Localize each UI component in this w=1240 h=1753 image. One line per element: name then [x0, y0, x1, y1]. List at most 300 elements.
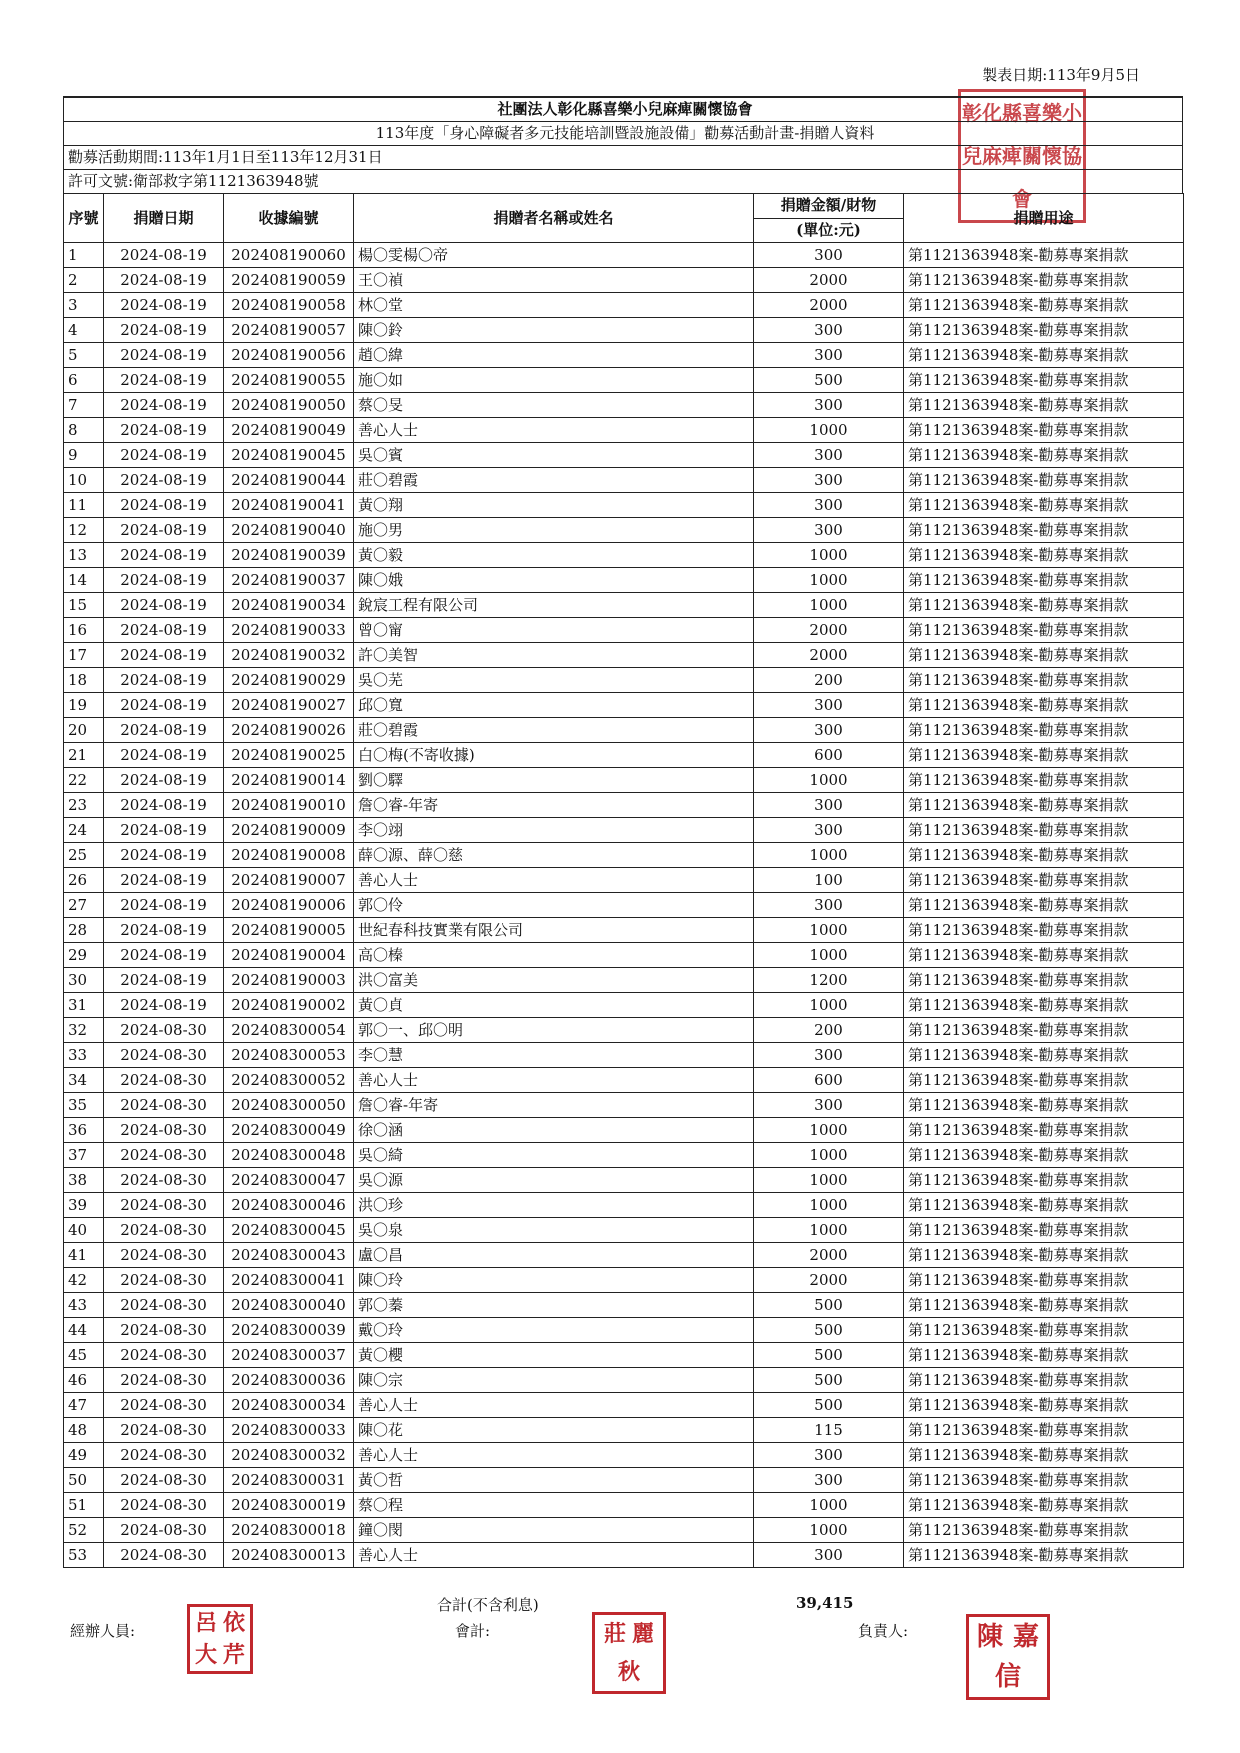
- table-row: [64, 918, 1184, 943]
- row-use: 第1121363948案-勸募專案捐款: [904, 1493, 1184, 1518]
- row-date: 2024-08-19: [104, 793, 224, 818]
- table-row: [64, 318, 1184, 343]
- table-row: [64, 243, 1184, 268]
- seal-character: 會: [1012, 186, 1032, 211]
- manager-seal: [966, 1614, 1050, 1700]
- row-amount: 1000: [754, 768, 904, 793]
- row-receipt: 202408190037: [224, 568, 354, 593]
- row-name: 白〇梅(不寄收據): [354, 743, 754, 768]
- accountant-label: 會計:: [455, 1622, 491, 1640]
- table-row: [64, 643, 1184, 668]
- col-amount-header: 捐贈金額/財物: [754, 194, 904, 219]
- row-name: 薛〇源、薛〇慈: [354, 843, 754, 868]
- row-amount: 300: [754, 393, 904, 418]
- row-no: 3: [64, 293, 104, 318]
- row-use: 第1121363948案-勸募專案捐款: [904, 568, 1184, 593]
- row-name: 吳〇綺: [354, 1143, 754, 1168]
- table-row: [64, 793, 1184, 818]
- table-row: [64, 768, 1184, 793]
- row-date: 2024-08-30: [104, 1543, 224, 1568]
- row-date: 2024-08-30: [104, 1268, 224, 1293]
- row-name: 黃〇翔: [354, 493, 754, 518]
- seal-character: 麻: [982, 143, 1002, 168]
- row-date: 2024-08-19: [104, 993, 224, 1018]
- row-date: 2024-08-19: [104, 843, 224, 868]
- row-no: 29: [64, 943, 104, 968]
- row-name: 吳〇賓: [354, 443, 754, 468]
- row-receipt: 202408190006: [224, 893, 354, 918]
- row-date: 2024-08-19: [104, 243, 224, 268]
- row-receipt: 202408190003: [224, 968, 354, 993]
- row-receipt: 202408300050: [224, 1093, 354, 1118]
- row-receipt: 202408190026: [224, 718, 354, 743]
- campaign-period: 勸募活動期間:113年1月1日至113年12月31日: [63, 145, 1183, 169]
- seal-character: 痺: [1002, 143, 1022, 168]
- row-amount: 1000: [754, 943, 904, 968]
- row-name: 林〇堂: [354, 293, 754, 318]
- table-row: [64, 368, 1184, 393]
- row-use: 第1121363948案-勸募專案捐款: [904, 393, 1184, 418]
- seal-character: 關: [1022, 143, 1042, 168]
- row-name: 戴〇玲: [354, 1318, 754, 1343]
- table-row: [64, 693, 1184, 718]
- table-row: [64, 468, 1184, 493]
- row-name: 施〇男: [354, 518, 754, 543]
- row-amount: 1000: [754, 1118, 904, 1143]
- row-date: 2024-08-19: [104, 768, 224, 793]
- row-no: 8: [64, 418, 104, 443]
- row-name: 郭〇一、邱〇明: [354, 1018, 754, 1043]
- row-use: 第1121363948案-勸募專案捐款: [904, 993, 1184, 1018]
- row-no: 4: [64, 318, 104, 343]
- row-date: 2024-08-19: [104, 643, 224, 668]
- row-use: 第1121363948案-勸募專案捐款: [904, 693, 1184, 718]
- row-name: 李〇翊: [354, 818, 754, 843]
- row-no: 51: [64, 1493, 104, 1518]
- row-name: 洪〇富美: [354, 968, 754, 993]
- row-amount: 500: [754, 368, 904, 393]
- row-no: 45: [64, 1343, 104, 1368]
- seal-character: 莊: [603, 1621, 626, 1647]
- row-receipt: 202408300018: [224, 1518, 354, 1543]
- row-no: 34: [64, 1068, 104, 1093]
- table-row: [64, 593, 1184, 618]
- row-no: 43: [64, 1293, 104, 1318]
- row-amount: 1000: [754, 593, 904, 618]
- row-date: 2024-08-19: [104, 668, 224, 693]
- row-date: 2024-08-19: [104, 618, 224, 643]
- row-name: 陳〇玲: [354, 1268, 754, 1293]
- row-amount: 300: [754, 693, 904, 718]
- donor-report: [63, 96, 1183, 1568]
- row-use: 第1121363948案-勸募專案捐款: [904, 843, 1184, 868]
- row-receipt: 202408300053: [224, 1043, 354, 1068]
- table-row: [64, 743, 1184, 768]
- table-row: [64, 1393, 1184, 1418]
- table-row: [64, 943, 1184, 968]
- seal-character: 依: [222, 1610, 245, 1636]
- table-row: [64, 268, 1184, 293]
- row-name: 盧〇昌: [354, 1243, 754, 1268]
- row-use: 第1121363948案-勸募專案捐款: [904, 1368, 1184, 1393]
- row-amount: 2000: [754, 293, 904, 318]
- row-amount: 100: [754, 868, 904, 893]
- row-amount: 300: [754, 1443, 904, 1468]
- row-use: 第1121363948案-勸募專案捐款: [904, 1168, 1184, 1193]
- row-receipt: 202408300034: [224, 1393, 354, 1418]
- row-amount: 600: [754, 1068, 904, 1093]
- row-use: 第1121363948案-勸募專案捐款: [904, 943, 1184, 968]
- row-receipt: 202408190055: [224, 368, 354, 393]
- row-amount: 1000: [754, 843, 904, 868]
- row-name: 楊〇雯楊〇帝: [354, 243, 754, 268]
- row-name: 吳〇源: [354, 1168, 754, 1193]
- row-amount: 300: [754, 1043, 904, 1068]
- table-row: [64, 843, 1184, 868]
- row-name: 郭〇蓁: [354, 1293, 754, 1318]
- table-row: [64, 618, 1184, 643]
- row-amount: 1200: [754, 968, 904, 993]
- row-amount: 300: [754, 493, 904, 518]
- seal-character: 縣: [1002, 101, 1022, 126]
- row-date: 2024-08-30: [104, 1068, 224, 1093]
- table-row: [64, 493, 1184, 518]
- table-row: [64, 1143, 1184, 1168]
- row-date: 2024-08-19: [104, 443, 224, 468]
- row-use: 第1121363948案-勸募專案捐款: [904, 493, 1184, 518]
- row-amount: 300: [754, 1543, 904, 1568]
- row-receipt: 202408190029: [224, 668, 354, 693]
- row-use: 第1121363948案-勸募專案捐款: [904, 1318, 1184, 1343]
- row-date: 2024-08-19: [104, 393, 224, 418]
- row-amount: 1000: [754, 418, 904, 443]
- row-date: 2024-08-30: [104, 1168, 224, 1193]
- row-no: 7: [64, 393, 104, 418]
- row-use: 第1121363948案-勸募專案捐款: [904, 1518, 1184, 1543]
- table-row: [64, 568, 1184, 593]
- row-name: 詹〇睿-年寄: [354, 793, 754, 818]
- row-date: 2024-08-19: [104, 593, 224, 618]
- row-name: 曾〇甯: [354, 618, 754, 643]
- row-date: 2024-08-19: [104, 693, 224, 718]
- manager-label: 負責人:: [858, 1622, 909, 1640]
- org-title: 社團法人彰化縣喜樂小兒麻痺關懷協會: [63, 96, 1183, 121]
- row-date: 2024-08-19: [104, 818, 224, 843]
- seal-character: 懷: [1042, 143, 1062, 168]
- row-amount: 300: [754, 343, 904, 368]
- table-row: [64, 1318, 1184, 1343]
- row-name: 邱〇寬: [354, 693, 754, 718]
- row-name: 吳〇泉: [354, 1218, 754, 1243]
- row-receipt: 202408190010: [224, 793, 354, 818]
- row-no: 49: [64, 1443, 104, 1468]
- row-name: 黃〇毅: [354, 543, 754, 568]
- row-name: 陳〇宗: [354, 1368, 754, 1393]
- row-receipt: 202408190032: [224, 643, 354, 668]
- table-header-row: [64, 194, 1184, 219]
- row-use: 第1121363948案-勸募專案捐款: [904, 1143, 1184, 1168]
- row-no: 36: [64, 1118, 104, 1143]
- row-name: 蔡〇旻: [354, 393, 754, 418]
- row-name: 善心人士: [354, 1443, 754, 1468]
- row-no: 28: [64, 918, 104, 943]
- row-date: 2024-08-19: [104, 293, 224, 318]
- row-no: 6: [64, 368, 104, 393]
- row-no: 10: [64, 468, 104, 493]
- row-no: 33: [64, 1043, 104, 1068]
- row-receipt: 202408190040: [224, 518, 354, 543]
- row-name: 高〇榛: [354, 943, 754, 968]
- row-name: 李〇慧: [354, 1043, 754, 1068]
- row-date: 2024-08-19: [104, 518, 224, 543]
- row-no: 21: [64, 743, 104, 768]
- row-name: 鐘〇閔: [354, 1518, 754, 1543]
- row-amount: 500: [754, 1393, 904, 1418]
- row-no: 30: [64, 968, 104, 993]
- row-name: 劉〇驛: [354, 768, 754, 793]
- seal-character: 彰: [962, 101, 982, 126]
- row-no: 20: [64, 718, 104, 743]
- row-amount: 300: [754, 318, 904, 343]
- row-amount: 300: [754, 1093, 904, 1118]
- row-name: 吳〇芜: [354, 668, 754, 693]
- table-row: [64, 443, 1184, 468]
- row-use: 第1121363948案-勸募專案捐款: [904, 1018, 1184, 1043]
- row-amount: 500: [754, 1368, 904, 1393]
- row-amount: 300: [754, 718, 904, 743]
- row-amount: 600: [754, 743, 904, 768]
- row-no: 22: [64, 768, 104, 793]
- permit-number: 許可文號:衛部救字第1121363948號: [63, 169, 1183, 193]
- row-receipt: 202408300049: [224, 1118, 354, 1143]
- row-no: 5: [64, 343, 104, 368]
- row-no: 40: [64, 1218, 104, 1243]
- row-no: 11: [64, 493, 104, 518]
- table-row: [64, 1068, 1184, 1093]
- row-receipt: 202408190002: [224, 993, 354, 1018]
- row-receipt: 202408300037: [224, 1343, 354, 1368]
- col-receipt-header: 收據編號: [224, 194, 354, 243]
- row-receipt: 202408300043: [224, 1243, 354, 1268]
- row-receipt: 202408190025: [224, 743, 354, 768]
- seal-character: 化: [982, 101, 1002, 126]
- total-label: 合計(不含利息): [437, 1596, 539, 1614]
- row-name: 蔡〇程: [354, 1493, 754, 1518]
- handler-label: 經辦人員:: [70, 1622, 136, 1640]
- row-use: 第1121363948案-勸募專案捐款: [904, 1343, 1184, 1368]
- row-name: 黃〇哲: [354, 1468, 754, 1493]
- row-use: 第1121363948案-勸募專案捐款: [904, 343, 1184, 368]
- row-date: 2024-08-30: [104, 1368, 224, 1393]
- row-use: 第1121363948案-勸募專案捐款: [904, 668, 1184, 693]
- table-row: [64, 1018, 1184, 1043]
- row-name: 世紀春科技實業有限公司: [354, 918, 754, 943]
- row-no: 35: [64, 1093, 104, 1118]
- row-no: 31: [64, 993, 104, 1018]
- handler-seal: [187, 1604, 253, 1674]
- table-row: [64, 1493, 1184, 1518]
- row-receipt: 202408190059: [224, 268, 354, 293]
- row-amount: 300: [754, 818, 904, 843]
- row-date: 2024-08-19: [104, 918, 224, 943]
- row-name: 善心人士: [354, 868, 754, 893]
- row-date: 2024-08-19: [104, 343, 224, 368]
- row-no: 44: [64, 1318, 104, 1343]
- row-date: 2024-08-19: [104, 868, 224, 893]
- row-receipt: 202408190049: [224, 418, 354, 443]
- table-row: [64, 1443, 1184, 1468]
- row-use: 第1121363948案-勸募專案捐款: [904, 1443, 1184, 1468]
- row-use: 第1121363948案-勸募專案捐款: [904, 968, 1184, 993]
- row-amount: 500: [754, 1318, 904, 1343]
- table-row: [64, 518, 1184, 543]
- table-row: [64, 968, 1184, 993]
- row-use: 第1121363948案-勸募專案捐款: [904, 1243, 1184, 1268]
- row-no: 37: [64, 1143, 104, 1168]
- row-date: 2024-08-19: [104, 543, 224, 568]
- row-receipt: 202408190050: [224, 393, 354, 418]
- seal-character: 喜: [1022, 101, 1042, 126]
- row-date: 2024-08-30: [104, 1043, 224, 1068]
- row-use: 第1121363948案-勸募專案捐款: [904, 243, 1184, 268]
- row-amount: 300: [754, 1468, 904, 1493]
- row-date: 2024-08-30: [104, 1118, 224, 1143]
- row-receipt: 202408190008: [224, 843, 354, 868]
- row-name: 善心人士: [354, 418, 754, 443]
- row-use: 第1121363948案-勸募專案捐款: [904, 1068, 1184, 1093]
- col-no-header: 序號: [64, 194, 104, 243]
- row-receipt: 202408300045: [224, 1218, 354, 1243]
- project-title: 113年度「身心障礙者多元技能培訓暨設施設備」勸募活動計畫-捐贈人資料: [63, 121, 1183, 145]
- row-name: 莊〇碧霞: [354, 718, 754, 743]
- row-receipt: 202408190033: [224, 618, 354, 643]
- row-amount: 300: [754, 518, 904, 543]
- row-use: 第1121363948案-勸募專案捐款: [904, 768, 1184, 793]
- table-row: [64, 818, 1184, 843]
- table-row: [64, 1168, 1184, 1193]
- row-receipt: 202408190007: [224, 868, 354, 893]
- row-name: 善心人士: [354, 1543, 754, 1568]
- row-amount: 300: [754, 468, 904, 493]
- row-date: 2024-08-30: [104, 1343, 224, 1368]
- row-date: 2024-08-19: [104, 493, 224, 518]
- table-row: [64, 1093, 1184, 1118]
- seal-character: 協: [1062, 143, 1082, 168]
- row-name: 許〇美智: [354, 643, 754, 668]
- row-receipt: 202408300054: [224, 1018, 354, 1043]
- row-use: 第1121363948案-勸募專案捐款: [904, 518, 1184, 543]
- row-no: 17: [64, 643, 104, 668]
- row-date: 2024-08-19: [104, 893, 224, 918]
- table-row: [64, 1343, 1184, 1368]
- row-use: 第1121363948案-勸募專案捐款: [904, 868, 1184, 893]
- row-date: 2024-08-19: [104, 943, 224, 968]
- row-no: 24: [64, 818, 104, 843]
- row-receipt: 202408300047: [224, 1168, 354, 1193]
- row-name: 莊〇碧霞: [354, 468, 754, 493]
- row-use: 第1121363948案-勸募專案捐款: [904, 1118, 1184, 1143]
- row-no: 52: [64, 1518, 104, 1543]
- row-date: 2024-08-19: [104, 743, 224, 768]
- row-date: 2024-08-30: [104, 1418, 224, 1443]
- row-amount: 200: [754, 1018, 904, 1043]
- row-receipt: 202408190045: [224, 443, 354, 468]
- row-date: 2024-08-30: [104, 1518, 224, 1543]
- seal-character: 陳: [976, 1622, 1003, 1652]
- row-no: 50: [64, 1468, 104, 1493]
- row-amount: 1000: [754, 1193, 904, 1218]
- row-date: 2024-08-30: [104, 1243, 224, 1268]
- donor-table-body: [64, 243, 1184, 1568]
- table-row: [64, 393, 1184, 418]
- seal-character: 兒: [962, 143, 982, 168]
- row-no: 42: [64, 1268, 104, 1293]
- row-amount: 1000: [754, 1143, 904, 1168]
- col-amount-unit: (單位:元): [754, 218, 904, 243]
- row-amount: 2000: [754, 643, 904, 668]
- row-receipt: 202408190056: [224, 343, 354, 368]
- row-name: 善心人士: [354, 1393, 754, 1418]
- row-date: 2024-08-30: [104, 1468, 224, 1493]
- row-receipt: 202408190041: [224, 493, 354, 518]
- row-receipt: 202408300048: [224, 1143, 354, 1168]
- row-no: 47: [64, 1393, 104, 1418]
- row-no: 1: [64, 243, 104, 268]
- row-receipt: 202408190057: [224, 318, 354, 343]
- row-date: 2024-08-30: [104, 1293, 224, 1318]
- row-date: 2024-08-19: [104, 968, 224, 993]
- row-no: 25: [64, 843, 104, 868]
- row-amount: 500: [754, 1343, 904, 1368]
- row-use: 第1121363948案-勸募專案捐款: [904, 318, 1184, 343]
- table-row: [64, 418, 1184, 443]
- row-no: 14: [64, 568, 104, 593]
- row-receipt: 202408300033: [224, 1418, 354, 1443]
- col-date-header: 捐贈日期: [104, 194, 224, 243]
- row-use: 第1121363948案-勸募專案捐款: [904, 1093, 1184, 1118]
- row-use: 第1121363948案-勸募專案捐款: [904, 468, 1184, 493]
- row-no: 15: [64, 593, 104, 618]
- table-row: [64, 1468, 1184, 1493]
- row-amount: 1000: [754, 1518, 904, 1543]
- table-row: [64, 1043, 1184, 1068]
- seal-character: 大: [194, 1642, 217, 1668]
- row-receipt: 202408300052: [224, 1068, 354, 1093]
- row-receipt: 202408190005: [224, 918, 354, 943]
- table-row: [64, 1193, 1184, 1218]
- row-use: 第1121363948案-勸募專案捐款: [904, 1193, 1184, 1218]
- row-receipt: 202408190027: [224, 693, 354, 718]
- row-use: 第1121363948案-勸募專案捐款: [904, 593, 1184, 618]
- row-date: 2024-08-30: [104, 1018, 224, 1043]
- row-no: 16: [64, 618, 104, 643]
- table-row: [64, 1243, 1184, 1268]
- row-receipt: 202408300013: [224, 1543, 354, 1568]
- row-receipt: 202408300032: [224, 1443, 354, 1468]
- row-receipt: 202408190014: [224, 768, 354, 793]
- row-amount: 2000: [754, 1268, 904, 1293]
- row-receipt: 202408300041: [224, 1268, 354, 1293]
- row-name: 陳〇娥: [354, 568, 754, 593]
- row-name: 郭〇伶: [354, 893, 754, 918]
- row-use: 第1121363948案-勸募專案捐款: [904, 418, 1184, 443]
- row-amount: 2000: [754, 1243, 904, 1268]
- row-use: 第1121363948案-勸募專案捐款: [904, 543, 1184, 568]
- row-use: 第1121363948案-勸募專案捐款: [904, 1268, 1184, 1293]
- row-name: 銳宸工程有限公司: [354, 593, 754, 618]
- row-use: 第1121363948案-勸募專案捐款: [904, 1543, 1184, 1568]
- row-no: 27: [64, 893, 104, 918]
